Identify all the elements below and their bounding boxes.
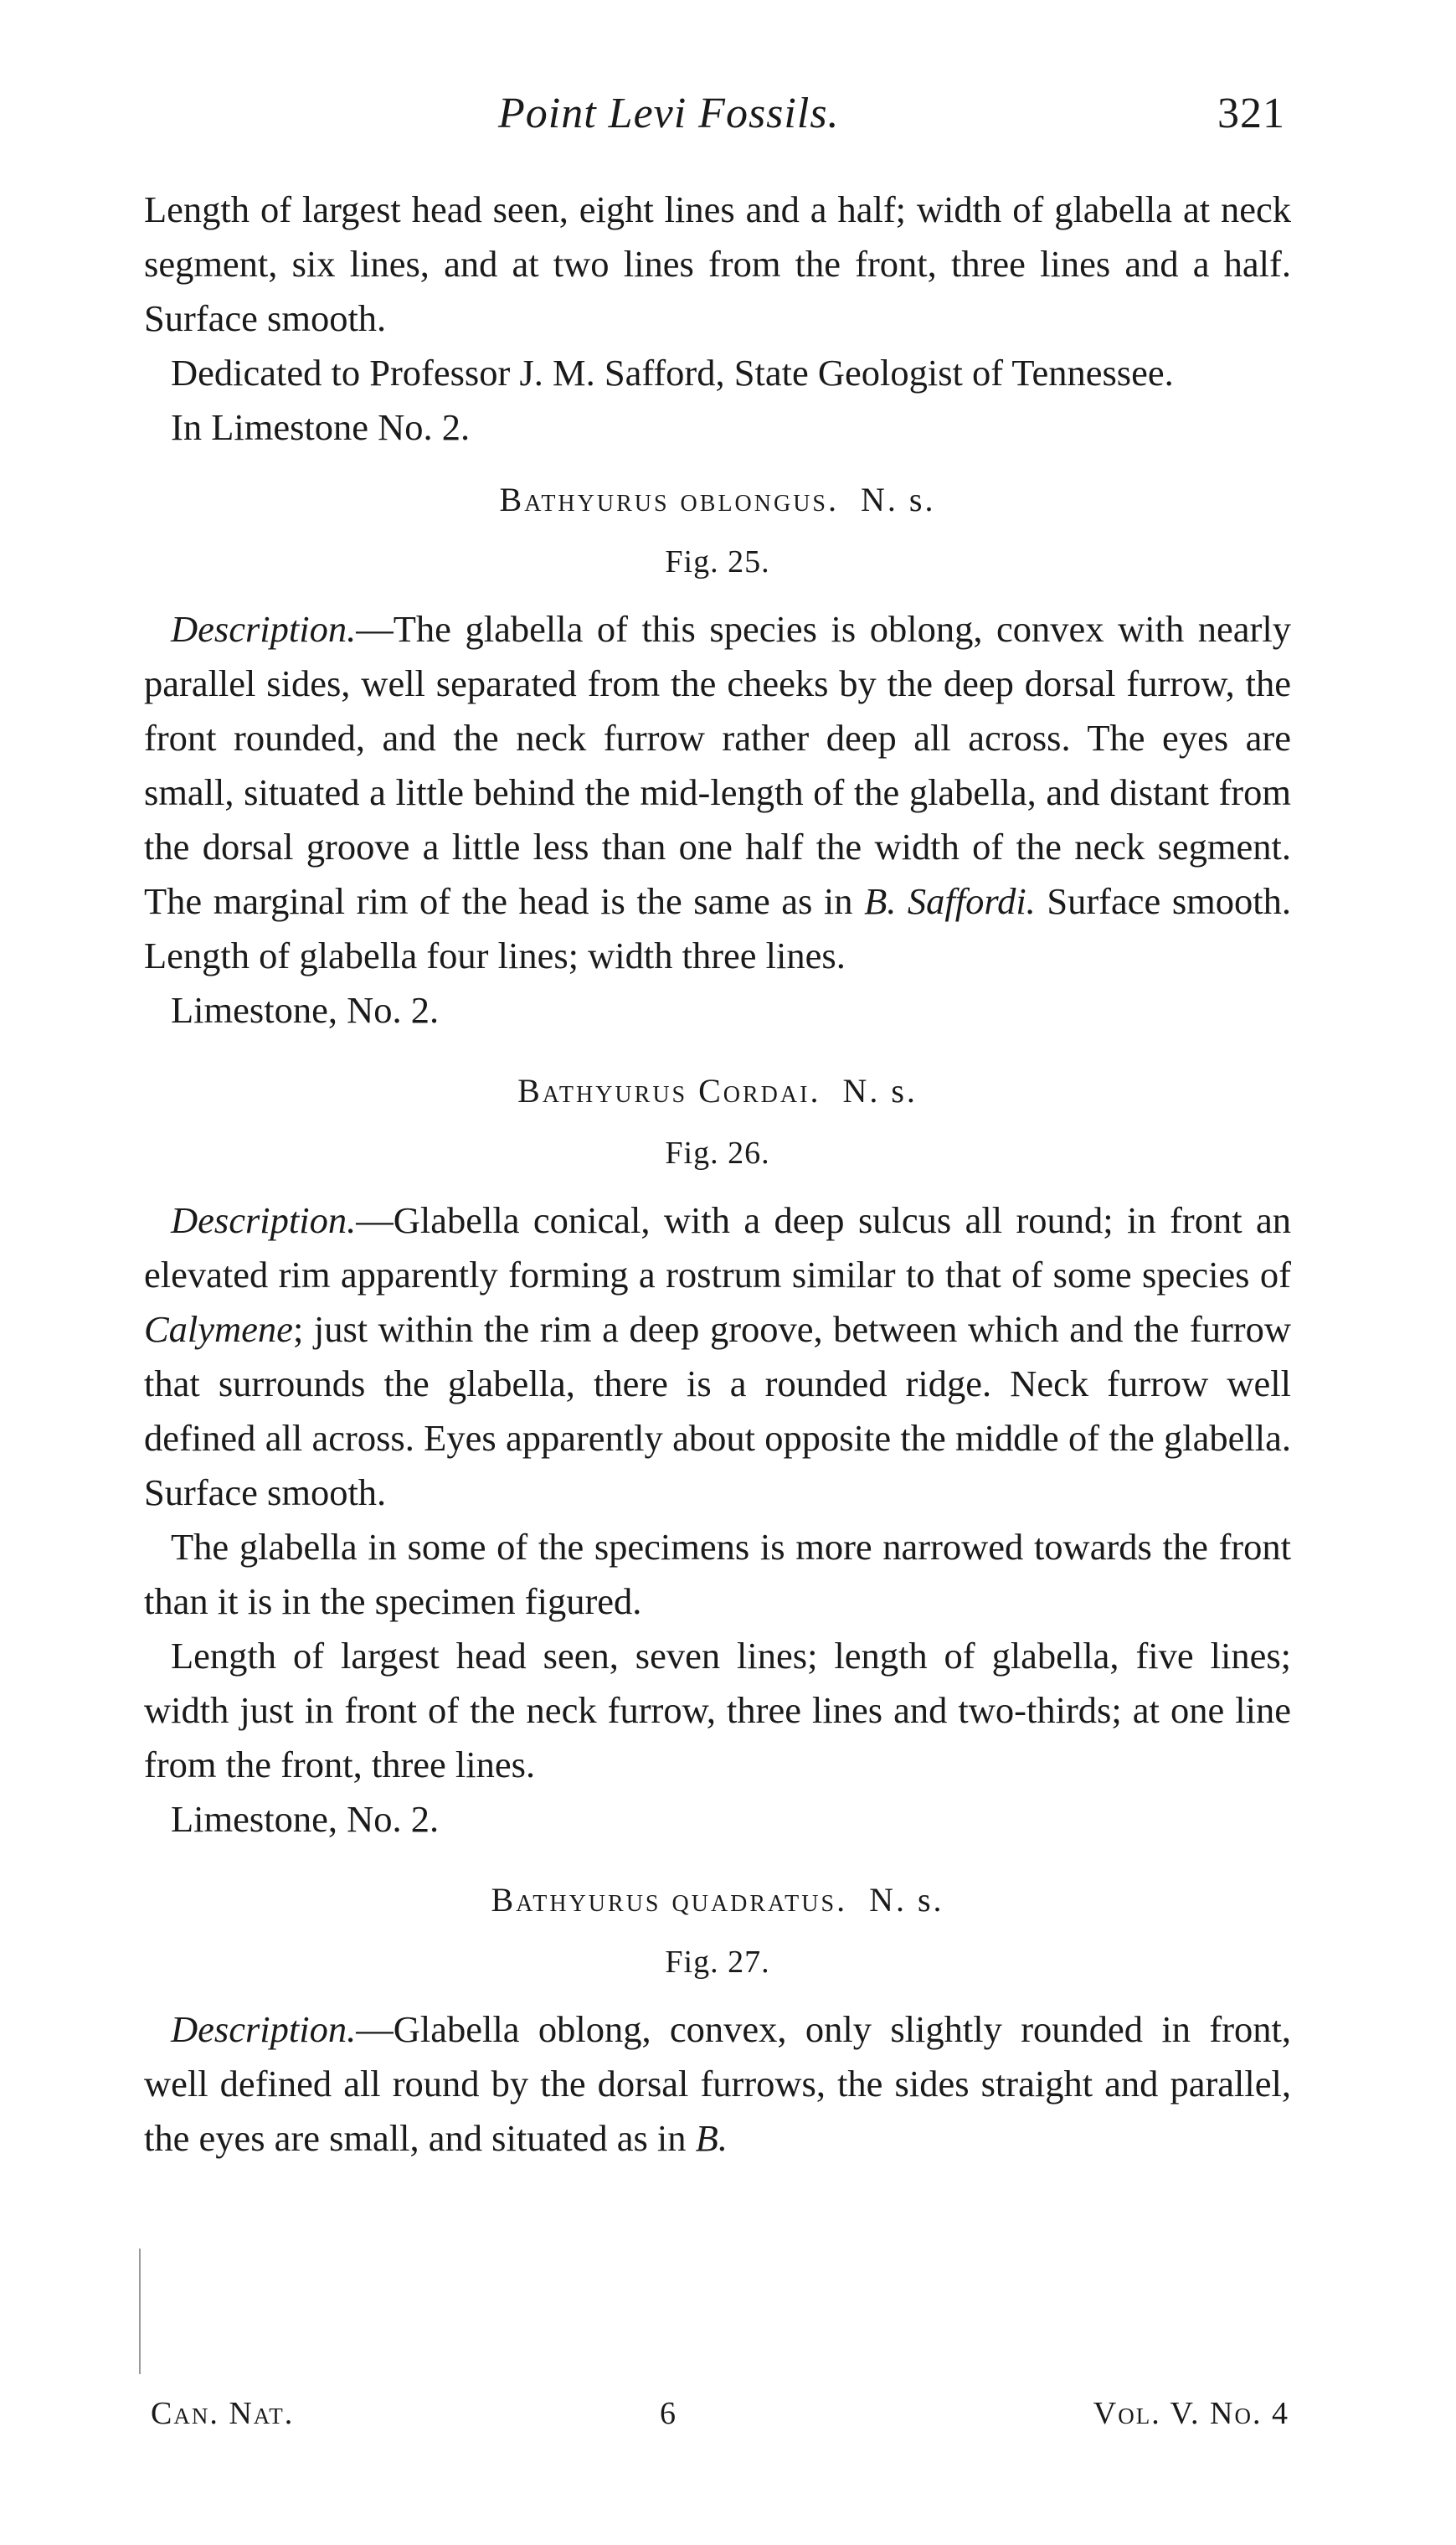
running-title: Point Levi Fossils. <box>498 90 840 137</box>
species-heading-oblongus <box>144 475 1291 525</box>
description-label: Description. <box>171 608 357 650</box>
description-label: Description. <box>171 1199 357 1241</box>
species-name: Bathyurus oblongus. <box>499 481 840 518</box>
page-footer <box>151 2395 1289 2454</box>
paragraph-variation: The glabella in some of the specimens is more narrowed towards the front than it is in the specimen figured. <box>144 1526 1291 1622</box>
paragraph-dedication: Dedicated to Professor J. M. Safford, State Geologist of Tennessee. <box>171 352 1174 394</box>
footer-signature: 6 <box>660 2396 677 2431</box>
figure-reference: Fig. 26. <box>665 1136 770 1171</box>
species-reference: B. Saffordi. <box>864 880 1036 922</box>
paragraph-locality: In Limestone No. 2. <box>171 406 471 448</box>
species-reference: B. <box>695 2117 728 2159</box>
species-heading-quadratus <box>144 1875 1291 1925</box>
description-paragraph <box>144 2002 1291 2166</box>
genus-reference: Calymene <box>144 1308 293 1350</box>
new-species-mark: N. s. <box>869 1881 944 1919</box>
description-paragraph <box>144 1193 1291 1520</box>
description-text-end: ; just within the rim a deep groove, between which and the furrow that surrounds the glabella, there is a rounded ridge. Neck furrow well defined all across. Eyes apparently about opposite the middle of the glabella. Surface smooth. <box>144 1308 1291 1513</box>
new-species-mark: N. s. <box>842 1072 918 1110</box>
figure-reference: Fig. 27. <box>665 1945 770 1980</box>
running-header <box>147 82 1285 166</box>
body-text <box>144 183 1291 2166</box>
description-text-end: Surface smooth. Length of glabella four lines; width three lines. <box>144 880 1291 976</box>
new-species-mark: N. s. <box>861 481 936 518</box>
footer-journal: Can. Nat. <box>151 2396 295 2431</box>
figure-reference: Fig. 25. <box>665 544 770 580</box>
margin-rule <box>139 2249 141 2374</box>
species-heading-cordai <box>144 1066 1291 1116</box>
description-text: —Glabella conical, with a deep sulcus all round; in front an elevated rim apparently forming a rostrum similar to that of some species of <box>144 1199 1291 1296</box>
footer-volume: Vol. V. No. 4 <box>1093 2396 1289 2431</box>
description-paragraph <box>144 602 1291 983</box>
paragraph-measurements: Length of largest head seen, seven lines; length of glabella, five lines; width just in front of the neck furrow, three lines and two-thirds; at one line from the front, three lines. <box>144 1635 1291 1785</box>
page-number: 321 <box>1217 90 1285 137</box>
species-name: Bathyurus Cordai. <box>517 1072 821 1110</box>
species-name: Bathyurus quadratus. <box>491 1881 848 1919</box>
description-label: Description. <box>171 2008 357 2050</box>
locality-line: Limestone, No. 2. <box>171 1798 440 1840</box>
description-text: —The glabella of this species is oblong, convex with nearly parallel sides, well separated from the cheeks by the deep dorsal furrow, the front rounded, and the neck furrow rather deep all across. The eyes are small, situated a little behind the mid-length of the glabella, and distant from the dorsal groove a little less than one half the width of the neck segment. The marginal rim of the head is the same as in <box>144 608 1291 922</box>
paragraph-measurements: Length of largest head seen, eight lines and a half; width of glabella at neck segment, six lines, and at two lines from the front, three lines and a half. Surface smooth. <box>144 188 1291 339</box>
locality-line: Limestone, No. 2. <box>171 989 440 1031</box>
description-text: —Glabella oblong, convex, only slightly rounded in front, well defined all round by the dorsal furrows, the sides straight and parallel, the eyes are small, and situated as in <box>144 2008 1291 2159</box>
